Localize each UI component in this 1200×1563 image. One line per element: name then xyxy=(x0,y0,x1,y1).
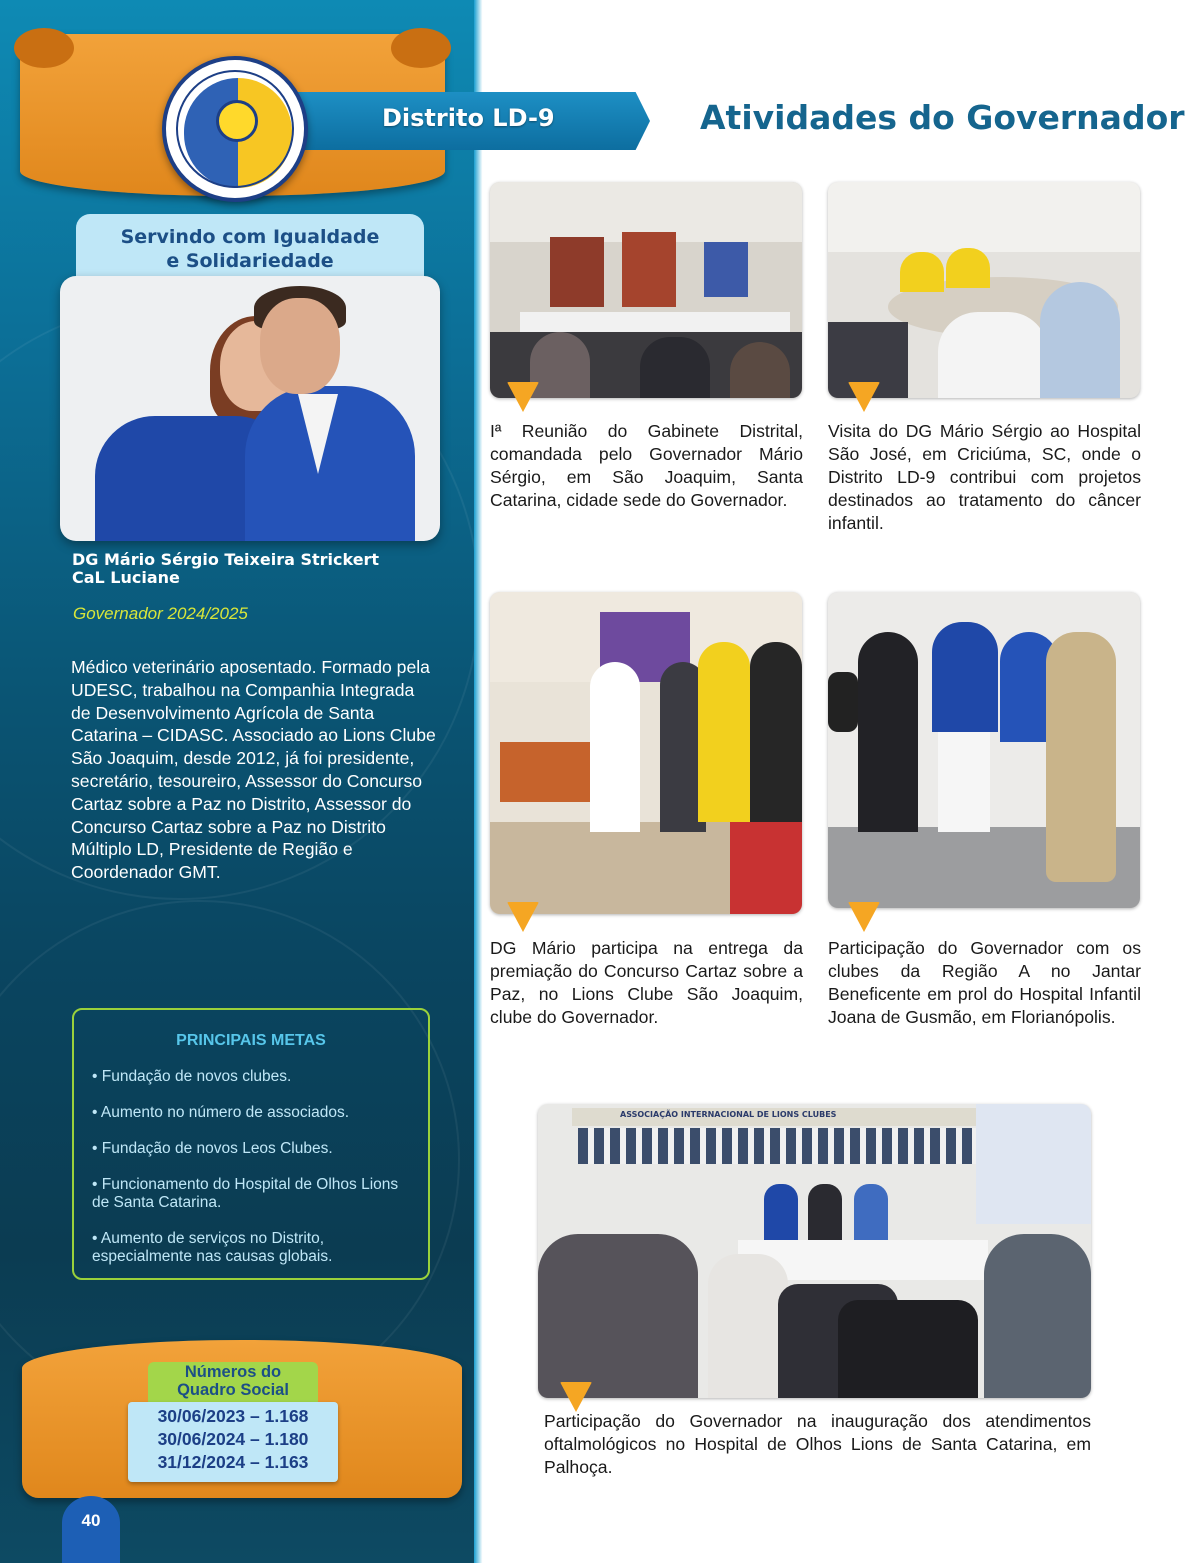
photo-shape xyxy=(520,312,790,334)
photo-shape xyxy=(730,822,802,914)
photo-shape xyxy=(900,252,944,292)
photo-cabinet-meeting xyxy=(490,182,802,398)
photo-shape xyxy=(946,248,990,288)
photo-caption: Visita do DG Mário Sérgio ao Hospital São José, em Criciúma, SC, onde o Distrito LD-9 contribui com projetos destinados ao tratamento do câncer infantil. xyxy=(828,421,1141,533)
photo-shape xyxy=(750,642,802,842)
membership-row: 31/12/2024 – 1.163 xyxy=(157,1452,309,1472)
ribbon-curl xyxy=(391,28,451,68)
photo-shape xyxy=(858,632,918,832)
photo-shape xyxy=(704,242,748,297)
photo-shape xyxy=(538,1234,698,1398)
goal-item: • Funcionamento do Hospital de Olhos Lions de Santa Catarina. xyxy=(92,1176,399,1211)
caption-pointer-icon xyxy=(507,902,539,932)
goals-title: PRINCIPAIS METAS xyxy=(176,1032,326,1049)
ribbon-curl xyxy=(14,28,74,68)
photo-shape xyxy=(1046,632,1116,882)
photo-banner-text: ASSOCIAÇÃO INTERNACIONAL DE LIONS CLUBES xyxy=(620,1110,837,1119)
photo-shape xyxy=(530,332,590,398)
photo-shape xyxy=(708,1254,788,1398)
caption-pointer-icon xyxy=(848,902,880,932)
photo-caption: Participação do Governador com os clubes da Região A no Jantar Beneficente em prol do Hospital Infantil Joana de Gusmão, em Florianópolis. xyxy=(828,938,1141,1027)
photo-poster-contest xyxy=(490,592,802,914)
goal-item: • Fundação de novos clubes. xyxy=(92,1068,292,1085)
district-title: Distrito LD-9 xyxy=(382,104,555,132)
membership-row: 30/06/2023 – 1.168 xyxy=(157,1406,309,1426)
photo-charity-dinner xyxy=(828,592,1140,908)
goal-item: • Aumento de serviços no Distrito, especialmente nas causas globais. xyxy=(92,1230,333,1265)
photo-shape xyxy=(938,732,990,832)
photo-shape xyxy=(938,312,1048,398)
photo-eye-hospital-opening xyxy=(538,1104,1091,1398)
district-logo xyxy=(162,56,308,202)
photo-hospital-visit xyxy=(828,182,1140,398)
photo-shape xyxy=(640,337,710,398)
photo-shape xyxy=(932,622,998,732)
photo-shape xyxy=(698,642,750,822)
tagline-line-2: e Solidariedade xyxy=(166,250,334,272)
photo-shape xyxy=(590,662,640,832)
photo-shape xyxy=(260,298,340,394)
tagline xyxy=(76,225,424,273)
lions-emblem-icon xyxy=(216,100,258,142)
photo-shape xyxy=(550,237,604,307)
photo-shape xyxy=(730,342,790,398)
photo-shape xyxy=(622,232,676,307)
photo-shape xyxy=(976,1104,1091,1224)
photo-shape xyxy=(578,1128,978,1164)
membership-row: 30/06/2024 – 1.180 xyxy=(157,1429,309,1449)
photo-shape xyxy=(828,672,858,732)
photo-caption: Participação do Governador na inauguração dos atendimentos oftalmológicos no Hospital de Olhos Lions de Santa Catarina, em Palhoça. xyxy=(544,1411,1091,1477)
governor-role: Governador 2024/2025 xyxy=(73,604,248,623)
sidebar-edge-stripe xyxy=(474,0,488,1563)
photo-shape xyxy=(828,182,1140,252)
membership-title-line-1: Números do xyxy=(184,1363,282,1381)
membership-title-line-2: Quadro Social xyxy=(177,1381,289,1399)
name-line-1: DG Mário Sérgio Teixeira Strickert xyxy=(72,550,380,569)
photo-shape xyxy=(984,1234,1091,1398)
goal-item: • Aumento no número de associados. xyxy=(92,1104,350,1121)
governor-portrait-photo xyxy=(60,276,440,541)
page-number: 40 xyxy=(81,1511,101,1530)
page-title: Atividades do Governador xyxy=(700,98,1185,137)
membership-title xyxy=(148,1363,318,1399)
governor-name xyxy=(72,551,452,587)
name-line-2: CaL Luciane xyxy=(72,568,180,587)
membership-list xyxy=(128,1405,338,1474)
photo-caption: Iª Reunião do Gabinete Distrital, comandada pelo Governador Mário Sérgio, em São Joaquim, Santa Catarina, cidade sede do Governador. xyxy=(490,421,803,510)
goal-item: • Fundação de novos Leos Clubes. xyxy=(92,1140,333,1157)
goals-list xyxy=(92,1068,412,1284)
tagline-line-1: Servindo com Igualdade xyxy=(120,226,380,248)
governor-bio: Médico veterinário aposentado. Formado pela UDESC, trabalhou na Companhia Integrada de Desenvolvimento Agrícola de Santa Catarina – CIDASC. Associado ao Lions Clube São Joaquim, desde 2012, já foi presidente, secretário, tesoureiro, Assessor do Concurso Cartaz sobre a Paz no Distrito, Assessor do Concurso Cartaz sobre a Paz no Distrito Múltiplo LD, Presidente de Região e Coordenador GMT. xyxy=(71,657,436,883)
photo-shape xyxy=(838,1300,978,1398)
photo-caption: DG Mário participa na entrega da premiação do Concurso Cartaz sobre a Paz, no Lions Clube São Joaquim, clube do Governador. xyxy=(490,938,803,1027)
photo-shape xyxy=(1040,282,1120,398)
